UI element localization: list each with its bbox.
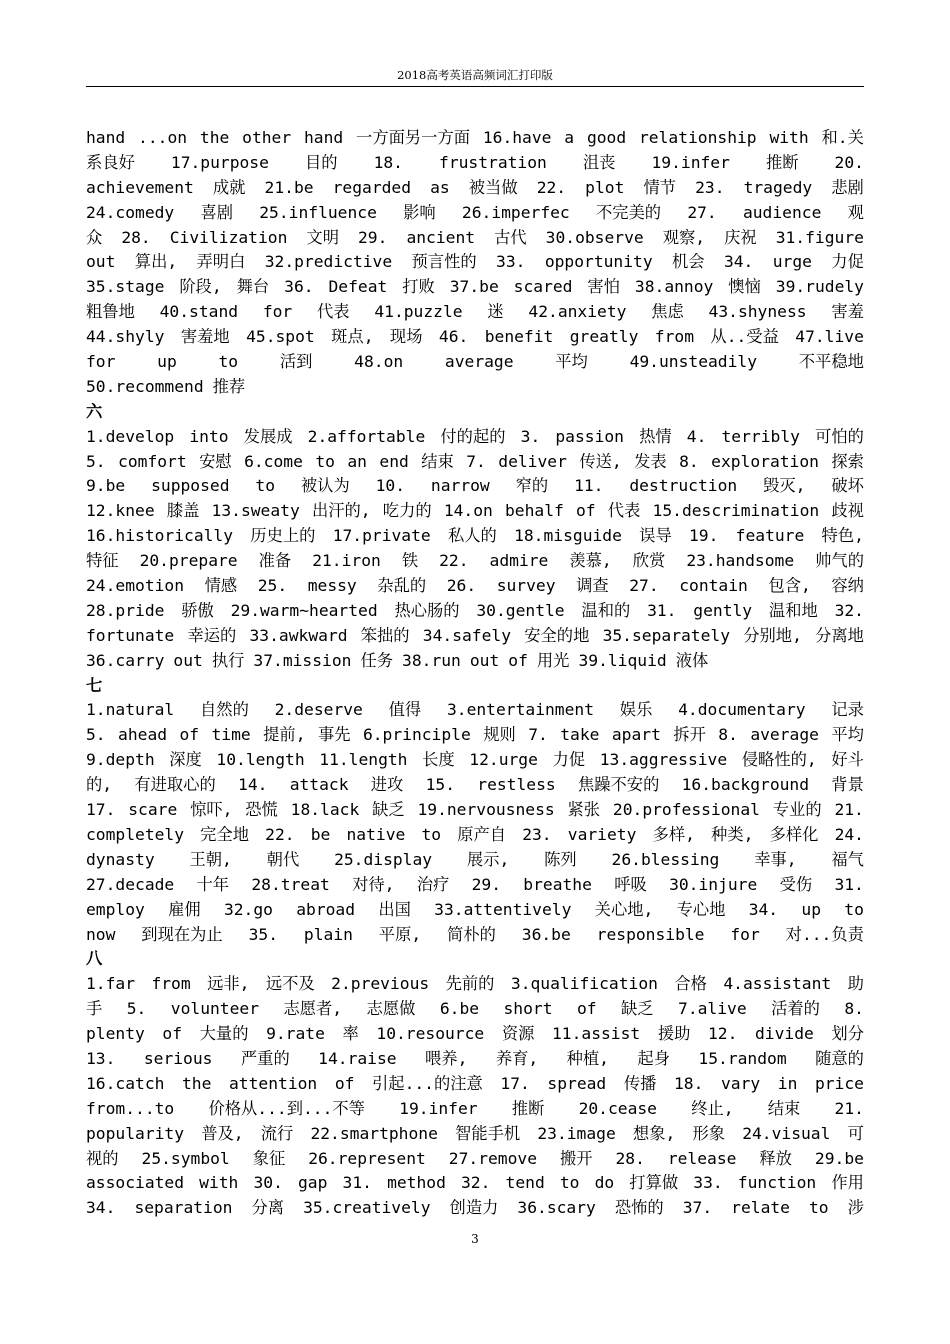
text-line: 36.carry out 执行 37.mission 任务 38.run out of 用光 39.liquid 液体 xyxy=(86,650,709,670)
text-line: 粗鲁地 40.stand for 代表 41.puzzle 迷 42.anxiety 焦虑 43.shyness 害羞 xyxy=(86,302,864,322)
text-line: 视的 25.symbol 象征 26.represent 27.remove 搬开 28. release 释放 29.be xyxy=(86,1148,864,1168)
text-line: for up to 活到 48.on average 平均 49.unsteadily 不平稳地 xyxy=(86,352,864,372)
text-line: 手 5. volunteer 志愿者, 志愿做 6.be short of 缺乏 7.alive 活着的 8. xyxy=(86,999,864,1019)
text-line: 1.natural 自然的 2.deserve 值得 3.entertainment 娱乐 4.documentary 记录 xyxy=(86,700,864,720)
text-line: 1.develop into 发展成 2.affortable 付的起的 3. passion 热情 4. terribly 可怕的 xyxy=(86,426,864,446)
page-number: 3 xyxy=(471,1232,479,1246)
text-line: 5. ahead of time 提前, 事先 6.principle 规则 7. take apart 拆开 8. average 平均 xyxy=(86,725,864,745)
text-line: now 到现在为止 35. plain 平原, 简朴的 36.be responsible for 对...负责 xyxy=(86,924,864,944)
text-line: 16.historically 历史上的 17.private 私人的 18.misguide 误导 19. feature 特色, xyxy=(86,526,864,546)
text-line: 9.depth 深度 10.length 11.length 长度 12.urge 力促 13.aggressive 侵略性的, 好斗 xyxy=(86,750,864,770)
text-line: 1.far from 远非, 远不及 2.previous 先前的 3.qualification 合格 4.assistant 助 xyxy=(86,974,864,994)
section-heading: 七 xyxy=(86,675,103,695)
text-line: 17. scare 惊吓, 恐慌 18.lack 缺乏 19.nervousness 紧张 20.professional 专业的 21. xyxy=(86,800,864,820)
document-body xyxy=(86,126,864,1221)
text-line: completely 完全地 22. be native to 原产自 23. variety 多样, 种类, 多样化 24. xyxy=(86,824,864,844)
text-line: 系良好 17.purpose 目的 18. frustration 沮丧 19.infer 推断 20. xyxy=(86,152,864,172)
text-line: 24.emotion 情感 25. messy 杂乱的 26. survey 调查 27. contain 包含, 容纳 xyxy=(86,576,864,596)
text-line: 9.be supposed to 被认为 10. narrow 窄的 11. destruction 毁灭, 破坏 xyxy=(86,476,864,496)
text-line: plenty of 大量的 9.rate 率 10.resource 资源 11.assist 援助 12. divide 划分 xyxy=(86,1024,864,1044)
text-line: out 算出, 弄明白 32.predictive 预言性的 33. opportunity 机会 34. urge 力促 xyxy=(86,252,864,272)
text-line: hand ...on the other hand 一方面另一方面 16.have a good relationship with 和.关 xyxy=(86,128,864,147)
text-line: dynasty 王朝, 朝代 25.display 展示, 陈列 26.blessing 幸事, 福气 xyxy=(86,849,864,869)
header-title: 2018高考英语高频词汇打印版 xyxy=(397,68,553,82)
text-line: 35.stage 阶段, 舞台 36. Defeat 打败 37.be scared 害怕 38.annoy 懊恼 39.rudely xyxy=(86,277,864,297)
text-line: 特征 20.prepare 准备 21.iron 铁 22. admire 羡慕, 欣赏 23.handsome 帅气的 xyxy=(86,551,864,571)
text-line: achievement 成就 21.be regarded as 被当做 22. plot 情节 23. tragedy 悲剧 xyxy=(86,177,864,197)
section-heading: 六 xyxy=(86,401,103,421)
text-line: employ 雇佣 32.go abroad 出国 33.attentively 关心地, 专心地 34. up to xyxy=(86,899,864,919)
text-line: 12.knee 膝盖 13.sweaty 出汗的, 吃力的 14.on behalf of 代表 15.descrimination 歧视 xyxy=(86,501,864,521)
text-line: from...to 价格从...到...不等 19.infer 推断 20.cease 终止, 结束 21. xyxy=(86,1098,864,1118)
text-line: popularity 普及, 流行 22.smartphone 智能手机 23.image 想象, 形象 24.visual 可 xyxy=(86,1123,864,1143)
page-header xyxy=(86,66,864,87)
text-line: fortunate 幸运的 33.awkward 笨拙的 34.safely 安全的地 35.separately 分别地, 分离地 xyxy=(86,625,864,645)
text-line: 28.pride 骄傲 29.warm~hearted 热心肠的 30.gentle 温和的 31. gently 温和地 32. xyxy=(86,600,864,620)
text-line: 27.decade 十年 28.treat 对待, 治疗 29. breathe 呼吸 30.injure 受伤 31. xyxy=(86,874,864,894)
text-line: 的, 有进取心的 14. attack 进攻 15. restless 焦躁不安的 16.background 背景 xyxy=(86,775,864,795)
text-line: 24.comedy 喜剧 25.influence 影响 26.imperfec 不完美的 27. audience 观 xyxy=(86,202,864,222)
text-line: 众 28. Civilization 文明 29. ancient 古代 30.observe 观察, 庆祝 31.figure xyxy=(86,227,864,247)
text-line: 44.shyly 害羞地 45.spot 斑点, 现场 46. benefit greatly from 从..受益 47.live xyxy=(86,327,864,347)
text-line: associated with 30. gap 31. method 32. tend to do 打算做 33. function 作用 xyxy=(86,1173,864,1193)
text-line: 50.recommend 推荐 xyxy=(86,376,246,396)
text-line: 5. comfort 安慰 6.come to an end 结束 7. deliver 传送, 发表 8. exploration 探索 xyxy=(86,451,864,471)
text-line: 34. separation 分离 35.creatively 创造力 36.scary 恐怖的 37. relate to 涉 xyxy=(86,1198,864,1218)
section-heading: 八 xyxy=(86,949,103,969)
text-line: 13. serious 严重的 14.raise 喂养, 养育, 种植, 起身 15.random 随意的 xyxy=(86,1048,864,1068)
text-line: 16.catch the attention of 引起...的注意 17. spread 传播 18. vary in price xyxy=(86,1073,864,1093)
